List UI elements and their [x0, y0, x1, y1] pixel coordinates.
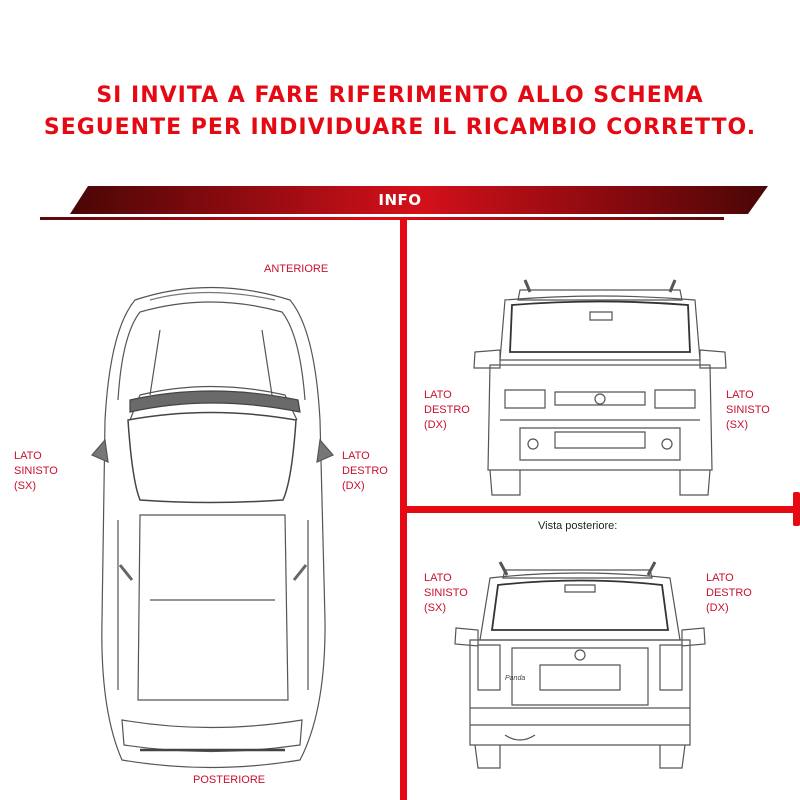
horizontal-divider-cap [793, 492, 800, 526]
car-front-view [474, 280, 726, 495]
car-top-view [92, 288, 333, 768]
rear-view-caption: Vista posteriore: [538, 520, 618, 532]
front-label: ANTERIORE [264, 263, 329, 275]
top-right-side-label: LATO DESTRO (DX) [342, 450, 388, 492]
headline-line-2: SEGUENTE PER INDIVIDUARE IL RICAMBIO CORRETTO. [43, 115, 757, 140]
rear-view-left-label: LATO SINISTO (SX) [424, 572, 468, 614]
car-rear-view [455, 562, 705, 768]
info-ribbon-underline [40, 217, 724, 220]
info-label: INFO [378, 191, 422, 209]
rear-label: POSTERIORE [193, 774, 266, 786]
rear-badge: Panda [505, 675, 526, 682]
front-view-left-label: LATO DESTRO (DX) [424, 389, 470, 431]
horizontal-divider [400, 506, 798, 513]
rear-view-right-label: LATO DESTRO (DX) [706, 572, 752, 614]
top-left-side-label: LATO SINISTO (SX) [14, 450, 58, 492]
front-view-right-label: LATO SINISTO (SX) [726, 389, 770, 431]
headline-line-1: SI INVITA A FARE RIFERIMENTO ALLO SCHEMA [96, 83, 704, 108]
